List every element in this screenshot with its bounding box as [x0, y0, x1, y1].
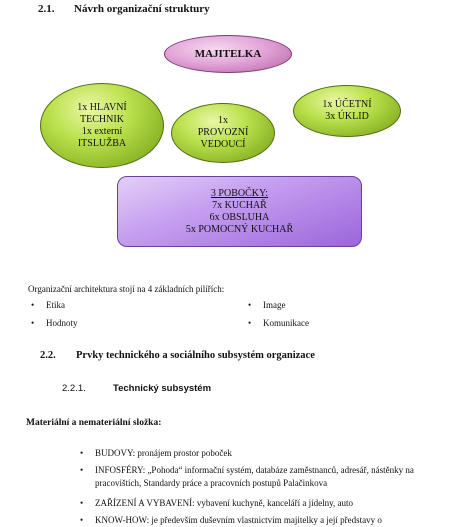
list-item-text: ZAŘÍZENÍ A VYBAVENÍ: vybavení kuchyně, kanceláří a jídelny, auto	[95, 498, 354, 508]
node-line: 3x ÚKLID	[325, 111, 369, 122]
subsection-number: 2.2.1.	[62, 383, 86, 394]
section2-heading	[40, 350, 315, 361]
accounting-node	[293, 85, 401, 137]
bullet-marker: •	[80, 465, 84, 475]
node-line: PROVOZNÍ	[197, 127, 249, 138]
bullet-marker: •	[31, 300, 35, 310]
node-line: ITSLUŽBA	[77, 137, 127, 149]
node-line: 5x POMOCNÝ KUCHAŘ	[185, 223, 294, 235]
node-line: 6x OBSLUHA	[209, 211, 270, 223]
owner-label: MAJITELKA	[194, 48, 262, 60]
list-item-text: INFOSFÉRY: „Pohoda“ informační systém, databáze zaměstnanců, adresář, nástěnky na pracovištích, Standardy práce a pracovních postupů Palačinkova	[95, 465, 414, 488]
node-line: 1x externí	[81, 125, 123, 137]
section-heading	[38, 3, 210, 15]
pillar-item	[31, 300, 65, 310]
pillar-label: Hodnoty	[46, 318, 78, 328]
owner-node	[164, 35, 292, 73]
pillars-intro: Organizační architektura stojí na 4 základních pilířích:	[28, 284, 225, 294]
section-title: Návrh organizační struktury	[74, 3, 210, 15]
bullet-marker: •	[248, 300, 252, 310]
bullet-marker: •	[80, 515, 84, 525]
subsection-heading	[62, 383, 211, 394]
operations-manager-node	[171, 103, 275, 163]
subsection-title: Technický subsystém	[113, 383, 212, 394]
node-line: VEDOUCÍ	[200, 139, 246, 150]
branches-node	[117, 176, 362, 247]
section-number: 2.1.	[38, 3, 55, 15]
node-line: 1x ÚČETNÍ	[322, 99, 372, 110]
component-label: Materiální a nemateriální složka:	[26, 418, 162, 428]
list-item	[80, 464, 440, 490]
pillar-item	[248, 300, 286, 310]
node-line: 1x HLAVNÍ	[77, 101, 127, 113]
bullet-marker: •	[80, 498, 84, 508]
list-item-text: BUDOVY: pronájem prostor poboček	[95, 448, 232, 458]
pillar-label: Image	[263, 300, 286, 310]
list-item	[80, 514, 440, 527]
list-item-text: KNOW-HOW: je především duševním vlastnictvím majitelky a její představy o	[95, 515, 382, 525]
pillar-label: Etika	[46, 300, 65, 310]
head-technician-node	[40, 83, 164, 168]
bullet-marker: •	[80, 448, 84, 458]
section2-number: 2.2.	[40, 350, 56, 361]
bullet-marker: •	[248, 318, 252, 328]
pillar-item	[248, 318, 309, 328]
node-line: TECHNIK	[80, 113, 124, 125]
list-item	[80, 447, 440, 460]
node-line: 1x	[218, 115, 228, 126]
node-line: 7x KUCHAŘ	[212, 199, 267, 211]
pillar-label: Komunikace	[263, 318, 309, 328]
list-item	[80, 497, 440, 510]
node-line: 3 POBOČKY:	[210, 187, 269, 199]
bullet-marker: •	[31, 318, 35, 328]
pillar-item	[31, 318, 78, 328]
section2-title: Prvky technického a sociálního subsystém organizace	[76, 350, 315, 361]
